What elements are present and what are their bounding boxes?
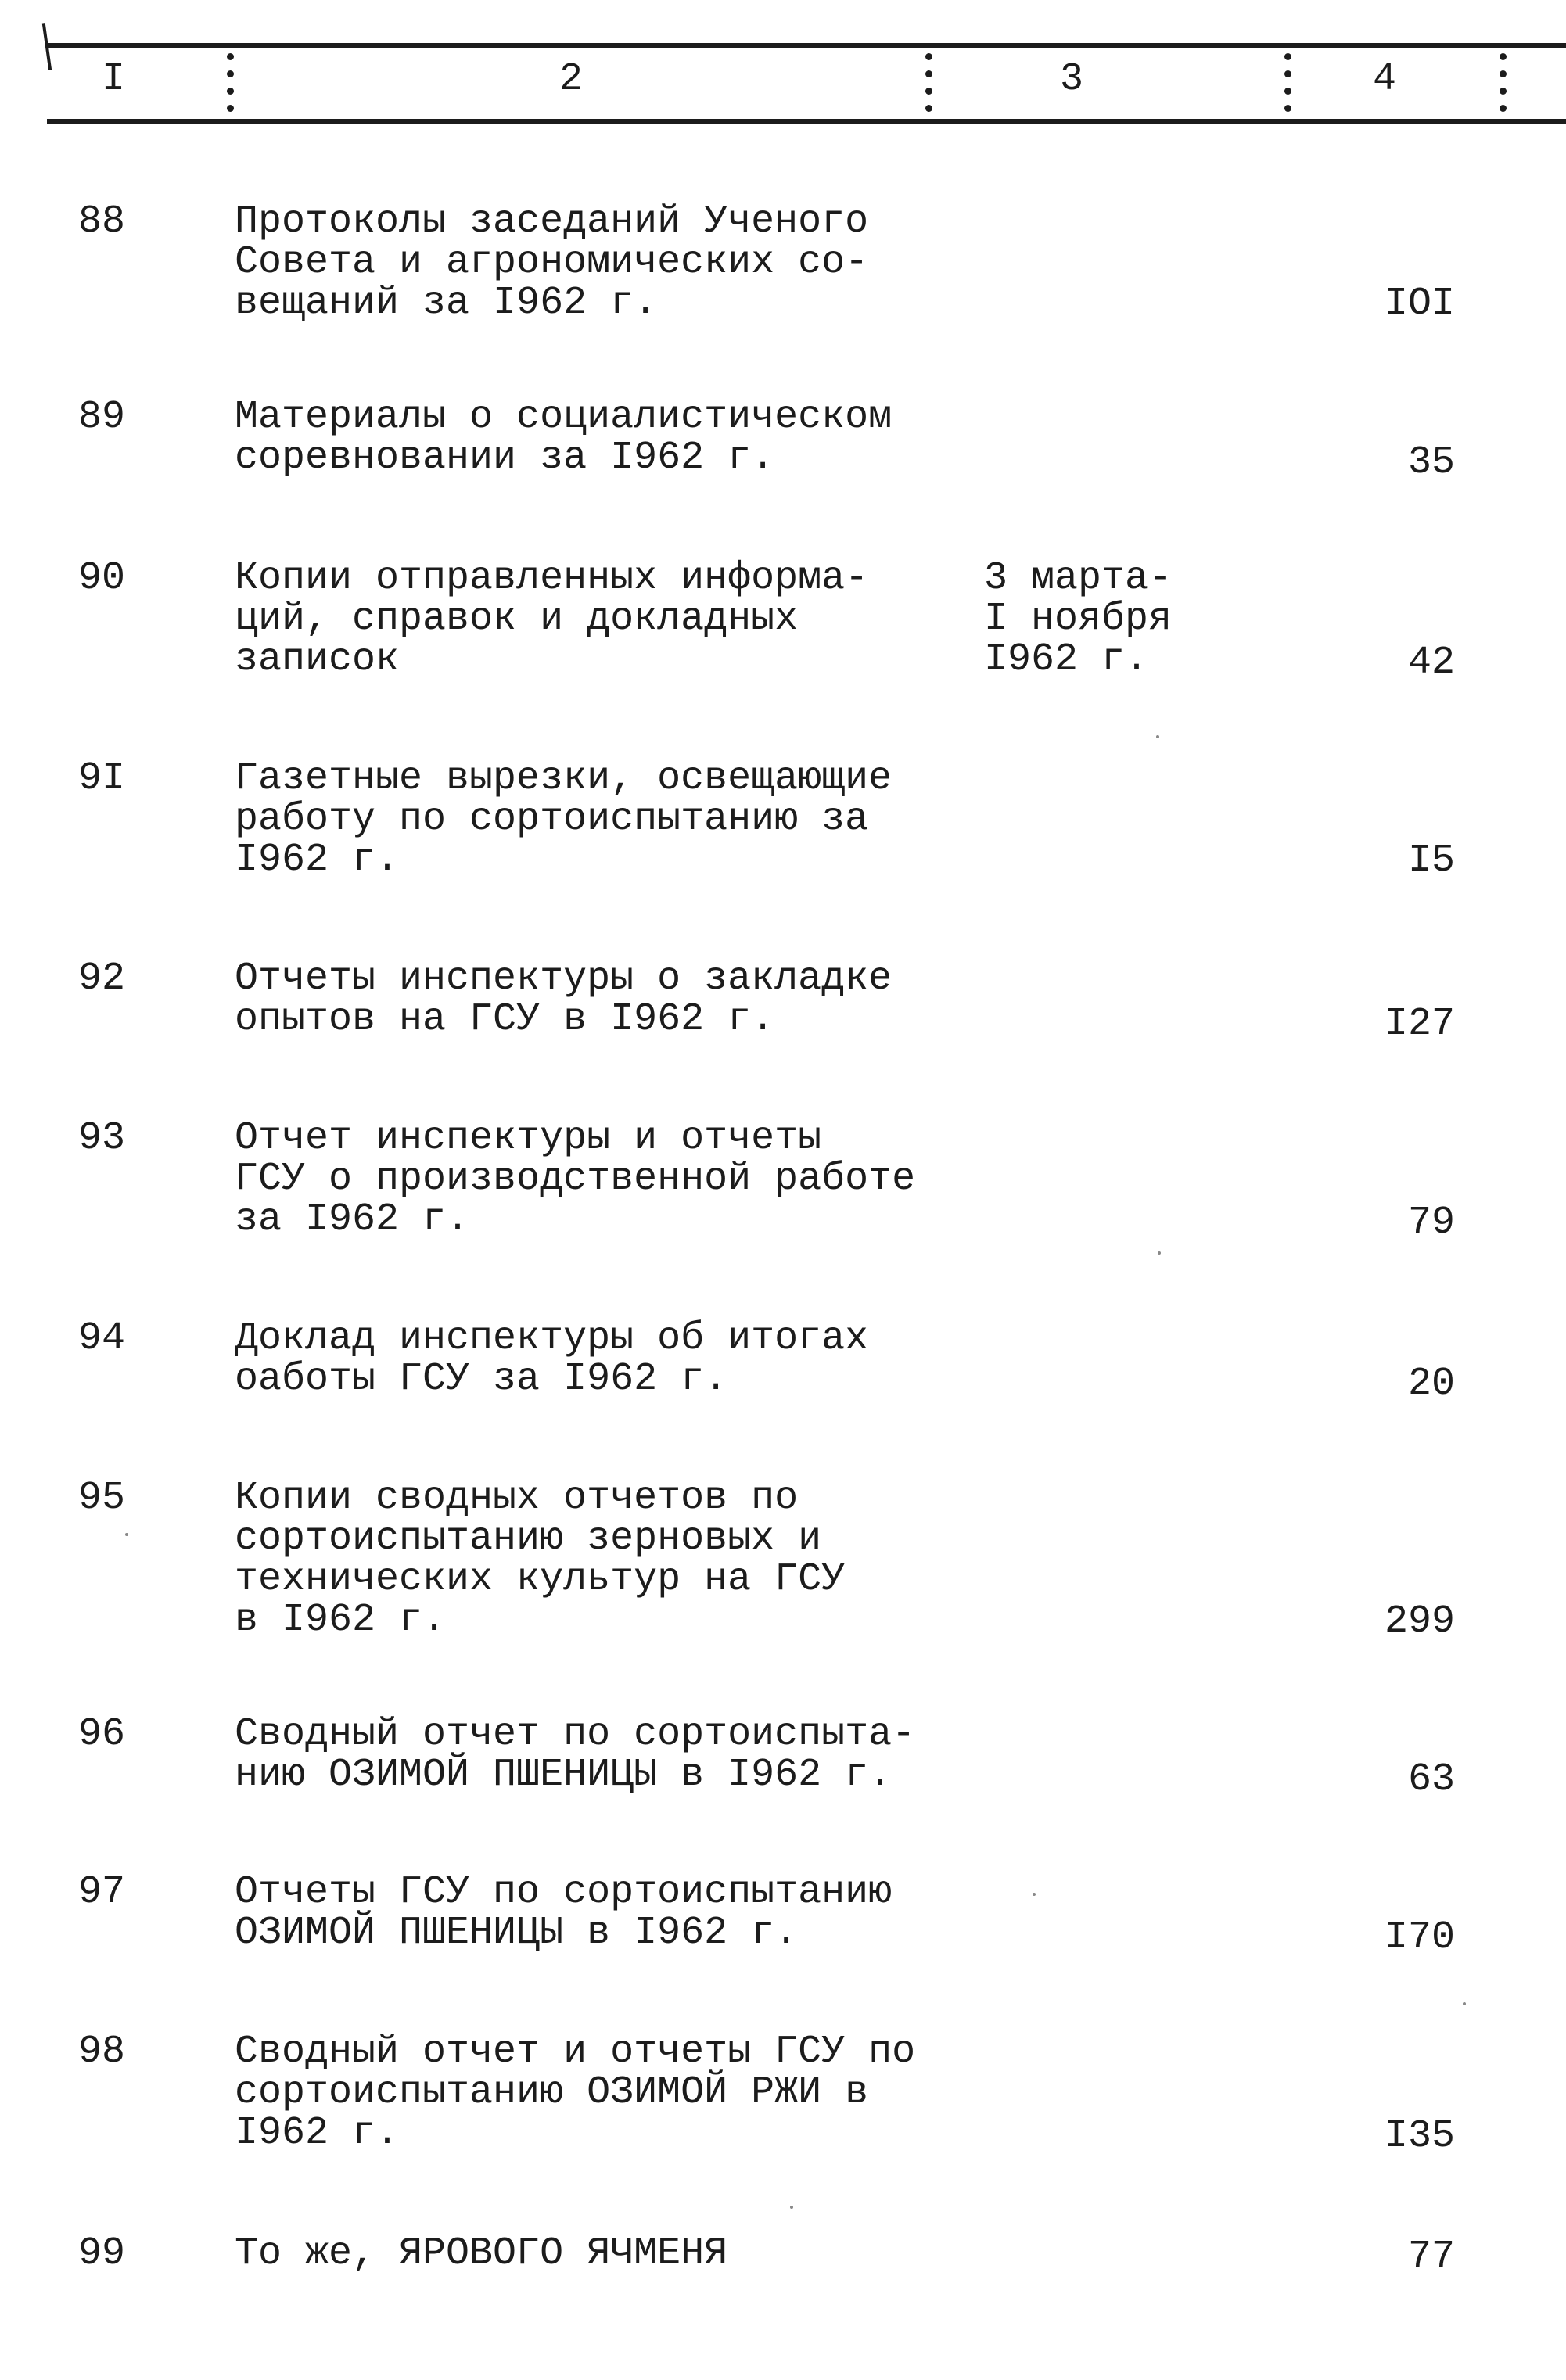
scan-speck	[1463, 2002, 1466, 2005]
header-col-1: I	[101, 57, 125, 102]
item-description: Отчеты инспектуры о закладке опытов на ГСУ в I962 г.	[235, 957, 893, 1042]
header-separator	[925, 53, 933, 116]
item-description: Отчеты ГСУ по сортоиспытанию ОЗИМОЙ ПШЕНИЦЫ в I962 г.	[235, 1870, 893, 1955]
item-number: 92	[78, 957, 126, 1001]
header-separator	[1284, 53, 1292, 116]
item-description: Сводный отчет и отчеты ГСУ по сортоиспытанию ОЗИМОЙ РЖИ в I962 г.	[235, 2030, 916, 2156]
item-description: Копии отправленных информа- ций, справок и докладных записок	[235, 556, 869, 682]
item-sheet-count: 42	[1407, 641, 1455, 685]
item-sheet-count: I27	[1384, 1002, 1455, 1046]
scan-speck	[125, 1533, 128, 1536]
item-number: 96	[78, 1712, 126, 1757]
item-sheet-count: 63	[1407, 1757, 1455, 1802]
item-description: Протоколы заседаний Ученого Совета и агрономических со- вещаний за I962 г.	[235, 199, 869, 325]
item-description: Сводный отчет по сортоиспыта- нию ОЗИМОЙ ПШЕНИЦЫ в I962 г.	[235, 1712, 916, 1797]
item-description: Газетные вырезки, освещающие работу по сортоиспытанию за I962 г.	[235, 756, 893, 882]
item-number: 97	[78, 1870, 126, 1915]
item-description: То же, ЯРОВОГО ЯЧМЕНЯ	[235, 2231, 728, 2276]
item-description: Доклад инспектуры об итогах оаботы ГСУ за I962 г.	[235, 1316, 869, 1402]
item-sheet-count: I70	[1384, 1915, 1455, 1960]
item-number: 98	[78, 2030, 126, 2074]
header-separator	[227, 53, 235, 116]
item-number: 90	[78, 556, 126, 601]
header-bottom-rule	[47, 119, 1566, 124]
header-top-rule	[47, 43, 1566, 48]
item-number: 88	[78, 199, 126, 244]
item-sheet-count: 299	[1384, 1599, 1455, 1644]
item-sheet-count: I5	[1407, 838, 1455, 883]
header-col-4: 4	[1372, 57, 1396, 102]
item-number: 89	[78, 395, 126, 440]
item-number: 93	[78, 1116, 126, 1161]
item-sheet-count: 79	[1407, 1201, 1455, 1245]
item-number: 9I	[78, 756, 126, 801]
item-number: 99	[78, 2231, 126, 2276]
header-separator	[1500, 53, 1507, 116]
item-sheet-count: 77	[1407, 2235, 1455, 2279]
item-sheet-count: I35	[1384, 2114, 1455, 2159]
scan-speck	[1158, 1251, 1161, 1255]
item-sheet-count: 20	[1407, 1362, 1455, 1406]
item-sheet-count: IOI	[1384, 282, 1455, 326]
scan-speck	[790, 2206, 793, 2209]
item-description: Отчет инспектуры и отчеты ГСУ о производственной работе за I962 г.	[235, 1116, 916, 1242]
header-col-3: 3	[1059, 57, 1083, 102]
item-sheet-count: 35	[1407, 440, 1455, 485]
scan-speck	[1156, 735, 1159, 738]
item-description: Материалы о социалистическом соревновании за I962 г.	[235, 395, 893, 480]
item-number: 94	[78, 1316, 126, 1361]
scan-speck	[1033, 1893, 1036, 1896]
item-description: Копии сводных отчетов по сортоиспытанию зерновых и технических культур на ГСУ в I962 г.	[235, 1476, 846, 1642]
item-number: 95	[78, 1476, 126, 1520]
header-col-2: 2	[559, 57, 583, 102]
item-date: 3 марта- I ноября I962 г.	[984, 556, 1173, 682]
